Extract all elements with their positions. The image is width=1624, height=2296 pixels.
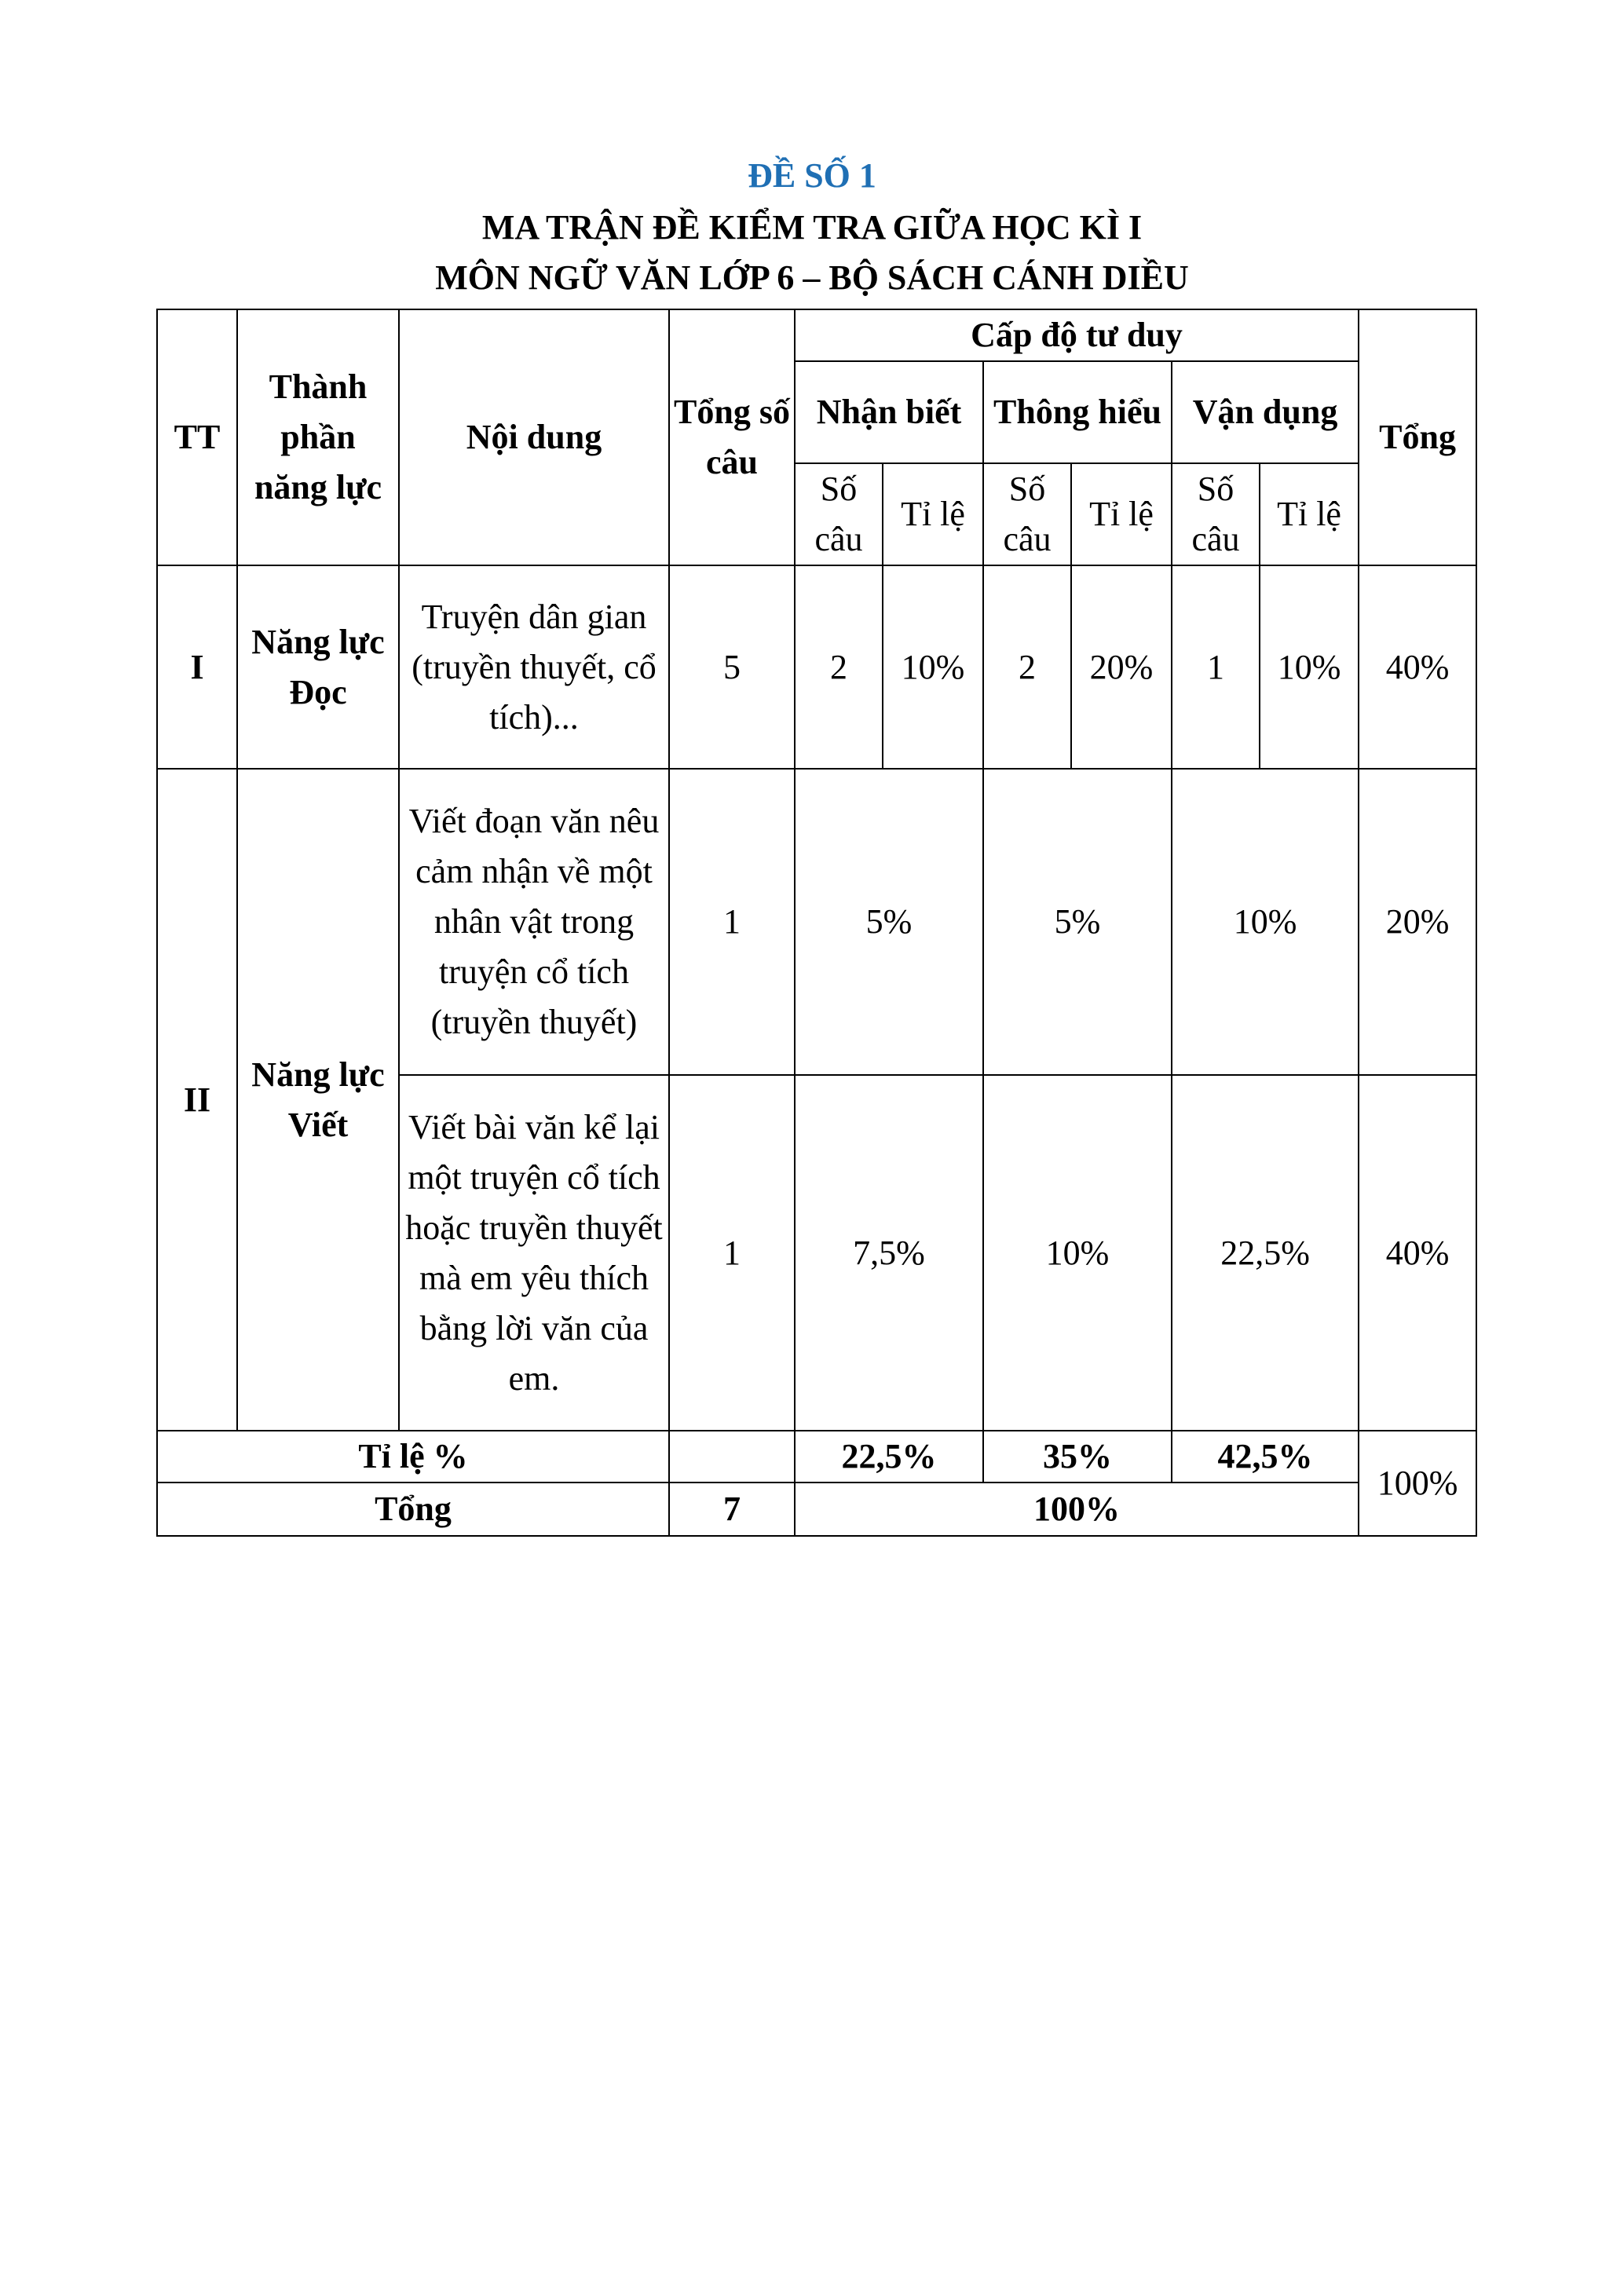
total-row (157, 1483, 1476, 1536)
ratio-recognize: 22,5% (795, 1431, 983, 1483)
ratio-apply: 42,5% (1172, 1431, 1359, 1483)
header-tt: TT (157, 309, 237, 565)
exam-number-title: ĐỀ SỐ 1 (748, 156, 876, 195)
exam-matrix-table (156, 309, 1477, 1537)
row-tt: II (157, 769, 237, 1431)
ratio-row (157, 1431, 1476, 1483)
recognize-value: 7,5% (795, 1075, 983, 1431)
understand-value: 10% (983, 1075, 1172, 1431)
understand-ratio: 20% (1071, 565, 1172, 769)
ratio-understand: 35% (983, 1431, 1172, 1483)
matrix-title: MA TRẬN ĐỀ KIỂM TRA GIỮA HỌC KÌ I (481, 208, 1143, 247)
apply-ratio: 10% (1260, 565, 1359, 769)
header-ratio: Tỉ lệ (883, 463, 983, 565)
ratio-empty-cell (669, 1431, 795, 1483)
header-ratio: Tỉ lệ (1260, 463, 1359, 565)
header-recognize: Nhận biết (795, 361, 983, 463)
row-total-questions: 5 (669, 565, 795, 769)
recognize-ratio: 10% (883, 565, 983, 769)
row-total: 40% (1359, 1075, 1476, 1431)
apply-value: 10% (1172, 769, 1359, 1075)
apply-count: 1 (1172, 565, 1260, 769)
row-total-questions: 1 (669, 1075, 795, 1431)
table-row (157, 769, 1476, 1075)
row-total-questions: 1 (669, 769, 795, 1075)
header-thinking-level: Cấp độ tư duy (795, 309, 1359, 361)
header-num-questions: Số câu (983, 463, 1071, 565)
row-component: Năng lực Đọc (237, 565, 399, 769)
header-component: Thành phần năng lực (237, 309, 399, 565)
row-total: 20% (1359, 769, 1476, 1075)
understand-value: 5% (983, 769, 1172, 1075)
row-tt: I (157, 565, 237, 769)
ratio-label: Tỉ lệ % (157, 1431, 669, 1483)
row-content: Viết bài văn kể lại một truyện cổ tích hoặc truyền thuyết mà em yêu thích bằng lời văn của em. (399, 1075, 669, 1431)
recognize-value: 5% (795, 769, 983, 1075)
header-row (157, 309, 1476, 361)
understand-count: 2 (983, 565, 1071, 769)
total-label: Tổng (157, 1483, 669, 1536)
header-content: Nội dung (399, 309, 669, 565)
ratio-total: 100% (1359, 1431, 1476, 1536)
header-total-questions: Tổng số câu (669, 309, 795, 565)
recognize-count: 2 (795, 565, 883, 769)
row-content: Truyện dân gian (truyền thuyết, cổ tích)... (399, 565, 669, 769)
row-component: Năng lực Viết (237, 769, 399, 1431)
total-questions: 7 (669, 1483, 795, 1536)
row-content: Viết đoạn văn nêu cảm nhận về một nhân vật trong truyện cổ tích (truyền thuyết) (399, 769, 669, 1075)
total-levels: 100% (795, 1483, 1359, 1536)
apply-value: 22,5% (1172, 1075, 1359, 1431)
header-num-questions: Số câu (1172, 463, 1260, 565)
header-num-questions: Số câu (795, 463, 883, 565)
table-row (157, 565, 1476, 769)
header-apply: Vận dụng (1172, 361, 1359, 463)
subject-title: MÔN NGỮ VĂN LỚP 6 – BỘ SÁCH CÁNH DIỀU (435, 258, 1189, 297)
header-ratio: Tỉ lệ (1071, 463, 1172, 565)
header-understand: Thông hiểu (983, 361, 1172, 463)
header-total: Tổng (1359, 309, 1476, 565)
row-total: 40% (1359, 565, 1476, 769)
